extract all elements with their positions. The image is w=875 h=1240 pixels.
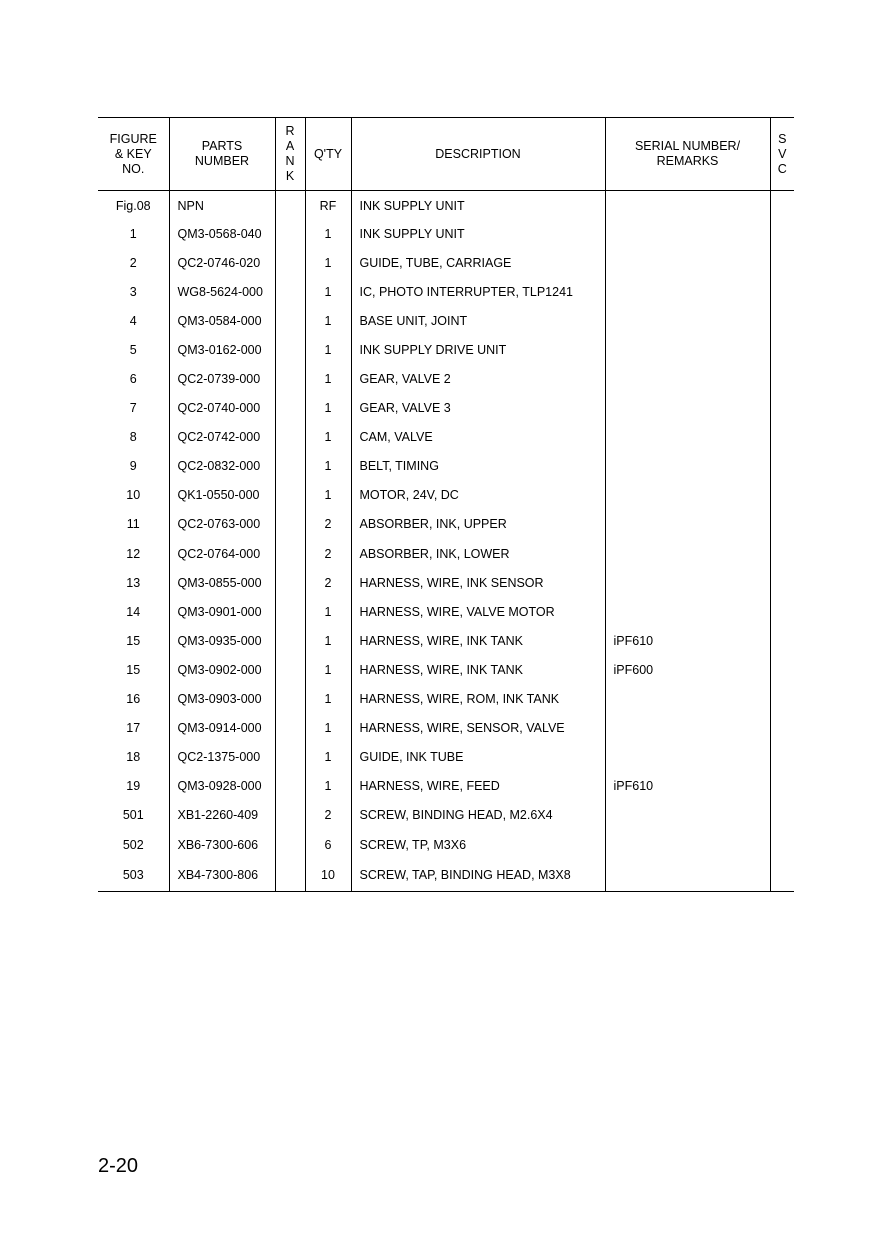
figure-key-cell: 5 xyxy=(129,342,137,357)
svc-cell xyxy=(770,743,794,772)
table-row xyxy=(98,772,794,801)
remarks-cell xyxy=(605,568,770,597)
table-row xyxy=(98,481,794,510)
rank-cell xyxy=(275,714,305,743)
figure-key-cell: 15 xyxy=(126,662,141,677)
figure-key-cell: 9 xyxy=(129,459,137,474)
figure-key-cell: 17 xyxy=(126,721,141,736)
figure-key-cell: 16 xyxy=(126,692,141,707)
rank-cell xyxy=(275,452,305,481)
header-text: N xyxy=(285,154,295,168)
remarks-cell xyxy=(605,597,770,626)
header-text: R xyxy=(285,124,295,138)
svc-cell xyxy=(770,510,794,539)
table-row xyxy=(98,539,794,568)
qty-cell: 10 xyxy=(305,859,351,892)
remarks-cell xyxy=(605,452,770,481)
figure-key-cell: 18 xyxy=(126,750,141,765)
remarks-cell: iPF610 xyxy=(605,626,770,655)
rank-cell xyxy=(275,191,305,220)
part-number-cell: QC2-1375-000 xyxy=(169,743,275,772)
figure-key-cell: 12 xyxy=(126,546,141,561)
rank-cell xyxy=(275,306,305,335)
description-cell: IC, PHOTO INTERRUPTER, TLP1241 xyxy=(351,277,605,306)
svc-cell xyxy=(770,859,794,892)
part-number-cell: QM3-0162-000 xyxy=(169,335,275,364)
header-text: SERIAL NUMBER/ xyxy=(634,139,741,153)
table-header xyxy=(98,118,794,191)
rank-cell xyxy=(275,394,305,423)
rank-cell xyxy=(275,568,305,597)
table-row xyxy=(98,510,794,539)
part-number-cell: QM3-0935-000 xyxy=(169,626,275,655)
part-number-cell: QC2-0740-000 xyxy=(169,394,275,423)
page-number: 2-20 xyxy=(98,1155,139,1177)
figure-key-cell: 2 xyxy=(129,255,137,270)
description-cell: HARNESS, WIRE, VALVE MOTOR xyxy=(351,597,605,626)
rank-cell xyxy=(275,772,305,801)
table-row xyxy=(98,830,794,859)
qty-cell: 1 xyxy=(305,481,351,510)
rank-cell xyxy=(275,248,305,277)
rank-cell xyxy=(275,364,305,393)
qty-cell: 1 xyxy=(305,714,351,743)
description-cell: HARNESS, WIRE, FEED xyxy=(351,772,605,801)
remarks-cell xyxy=(605,364,770,393)
qty-cell: 2 xyxy=(305,568,351,597)
qty-cell: 1 xyxy=(305,743,351,772)
description-cell: MOTOR, 24V, DC xyxy=(351,481,605,510)
header-row xyxy=(98,118,794,191)
header-text: K xyxy=(285,169,295,183)
description-cell: BELT, TIMING xyxy=(351,452,605,481)
figure-key-cell: 501 xyxy=(122,808,144,823)
header-svc xyxy=(770,118,794,191)
svc-cell xyxy=(770,801,794,830)
svc-cell xyxy=(770,394,794,423)
rank-cell xyxy=(275,423,305,452)
remarks-cell xyxy=(605,859,770,892)
description-cell: INK SUPPLY UNIT xyxy=(351,219,605,248)
description-cell: SCREW, TAP, BINDING HEAD, M3X8 xyxy=(351,859,605,892)
header-text: & KEY xyxy=(114,146,152,161)
figure-key-cell: 502 xyxy=(122,837,144,852)
rank-cell xyxy=(275,626,305,655)
description-cell: HARNESS, WIRE, INK SENSOR xyxy=(351,568,605,597)
part-number-cell: QC2-0746-020 xyxy=(169,248,275,277)
parts-table xyxy=(98,117,794,892)
figure-key-cell: 1 xyxy=(129,226,137,241)
remarks-cell xyxy=(605,801,770,830)
figure-key-cell: 4 xyxy=(129,313,137,328)
rank-cell xyxy=(275,685,305,714)
header-serial-remarks xyxy=(605,118,770,191)
table-row xyxy=(98,423,794,452)
svc-cell xyxy=(770,364,794,393)
description-cell: HARNESS, WIRE, ROM, INK TANK xyxy=(351,685,605,714)
remarks-cell xyxy=(605,191,770,220)
qty-cell: 1 xyxy=(305,394,351,423)
table-row xyxy=(98,335,794,364)
header-text: S xyxy=(778,131,787,146)
header-text: PARTS xyxy=(201,139,243,153)
table-row xyxy=(98,685,794,714)
table-row xyxy=(98,568,794,597)
part-number-cell: QM3-0902-000 xyxy=(169,655,275,684)
qty-cell: 1 xyxy=(305,335,351,364)
svc-cell xyxy=(770,772,794,801)
part-number-cell: XB1-2260-409 xyxy=(169,801,275,830)
description-cell: SCREW, TP, M3X6 xyxy=(351,830,605,859)
table-row xyxy=(98,714,794,743)
table-row xyxy=(98,626,794,655)
remarks-cell xyxy=(605,685,770,714)
qty-cell: 1 xyxy=(305,597,351,626)
rank-cell xyxy=(275,481,305,510)
table-row xyxy=(98,801,794,830)
description-cell: GUIDE, TUBE, CARRIAGE xyxy=(351,248,605,277)
figure-key-cell: 14 xyxy=(126,604,141,619)
table-row xyxy=(98,859,794,892)
table-row xyxy=(98,743,794,772)
figure-key-cell: 6 xyxy=(129,372,137,387)
table-row xyxy=(98,452,794,481)
description-cell: GEAR, VALVE 2 xyxy=(351,364,605,393)
header-description: DESCRIPTION xyxy=(351,118,605,191)
part-number-cell: QK1-0550-000 xyxy=(169,481,275,510)
header-text: FIGURE xyxy=(109,131,157,146)
table-row xyxy=(98,655,794,684)
qty-cell: 6 xyxy=(305,830,351,859)
remarks-cell xyxy=(605,743,770,772)
part-number-cell: QM3-0903-000 xyxy=(169,685,275,714)
remarks-cell xyxy=(605,830,770,859)
header-text: A xyxy=(285,139,295,153)
rank-cell xyxy=(275,219,305,248)
part-number-cell: QC2-0832-000 xyxy=(169,452,275,481)
qty-cell: 1 xyxy=(305,655,351,684)
description-cell: HARNESS, WIRE, INK TANK xyxy=(351,655,605,684)
qty-cell: 1 xyxy=(305,626,351,655)
header-text: REMARKS xyxy=(656,154,719,168)
table-row xyxy=(98,277,794,306)
figure-key-cell: 503 xyxy=(98,859,169,892)
qty-cell: 1 xyxy=(305,685,351,714)
description-cell: HARNESS, WIRE, SENSOR, VALVE xyxy=(351,714,605,743)
table-row xyxy=(98,306,794,335)
svc-cell xyxy=(770,248,794,277)
svc-cell xyxy=(770,277,794,306)
table-row xyxy=(98,597,794,626)
svc-cell xyxy=(770,481,794,510)
remarks-cell xyxy=(605,219,770,248)
svc-cell xyxy=(770,306,794,335)
part-number-cell: QM3-0568-040 xyxy=(169,219,275,248)
remarks-cell xyxy=(605,510,770,539)
rank-cell xyxy=(275,510,305,539)
qty-cell: 2 xyxy=(305,801,351,830)
rank-cell xyxy=(275,597,305,626)
description-cell: BASE UNIT, JOINT xyxy=(351,306,605,335)
header-text: C xyxy=(777,161,787,176)
qty-cell: 1 xyxy=(305,772,351,801)
remarks-cell xyxy=(605,306,770,335)
svc-cell xyxy=(770,539,794,568)
description-cell: INK SUPPLY UNIT xyxy=(351,191,605,220)
svc-cell xyxy=(770,714,794,743)
svc-cell xyxy=(770,335,794,364)
qty-cell: 1 xyxy=(305,248,351,277)
figure-key-cell: 8 xyxy=(129,430,137,445)
remarks-cell xyxy=(605,277,770,306)
description-cell: ABSORBER, INK, UPPER xyxy=(351,510,605,539)
header-text: NUMBER xyxy=(194,154,250,168)
part-number-cell: QC2-0739-000 xyxy=(169,364,275,393)
svc-cell xyxy=(770,568,794,597)
remarks-cell xyxy=(605,481,770,510)
part-number-cell: XB6-7300-606 xyxy=(169,830,275,859)
rank-cell xyxy=(275,830,305,859)
remarks-cell xyxy=(605,423,770,452)
qty-cell: RF xyxy=(305,191,351,220)
qty-cell: 1 xyxy=(305,306,351,335)
qty-cell: 1 xyxy=(305,277,351,306)
description-cell: SCREW, BINDING HEAD, M2.6X4 xyxy=(351,801,605,830)
description-cell: HARNESS, WIRE, INK TANK xyxy=(351,626,605,655)
rank-cell xyxy=(275,655,305,684)
svc-cell xyxy=(770,685,794,714)
figure-key-cell: 10 xyxy=(126,488,141,503)
qty-cell: 1 xyxy=(305,219,351,248)
table-row xyxy=(98,219,794,248)
header-text: NO. xyxy=(122,161,145,176)
qty-cell: 1 xyxy=(305,364,351,393)
table-row xyxy=(98,364,794,393)
description-cell: ABSORBER, INK, LOWER xyxy=(351,539,605,568)
svc-cell xyxy=(770,626,794,655)
part-number-cell: QM3-0855-000 xyxy=(169,568,275,597)
figure-key-cell: 11 xyxy=(126,517,140,532)
figure-key-cell: Fig.08 xyxy=(115,199,151,213)
header-qty: Q'TY xyxy=(305,118,351,191)
description-cell: GEAR, VALVE 3 xyxy=(351,394,605,423)
qty-cell: 1 xyxy=(305,452,351,481)
table-row xyxy=(98,394,794,423)
remarks-cell: iPF610 xyxy=(605,772,770,801)
remarks-cell xyxy=(605,539,770,568)
rank-cell xyxy=(275,277,305,306)
rank-cell xyxy=(275,335,305,364)
remarks-cell: iPF600 xyxy=(605,655,770,684)
remarks-cell xyxy=(605,714,770,743)
svc-cell xyxy=(770,219,794,248)
table-body xyxy=(98,191,794,892)
description-cell: GUIDE, INK TUBE xyxy=(351,743,605,772)
remarks-cell xyxy=(605,394,770,423)
figure-key-cell: 19 xyxy=(126,779,141,794)
qty-cell: 2 xyxy=(305,539,351,568)
svc-cell xyxy=(770,597,794,626)
part-number-cell: XB4-7300-806 xyxy=(169,859,275,892)
part-number-cell: QM3-0928-000 xyxy=(169,772,275,801)
header-figure-key xyxy=(98,118,169,191)
qty-cell: 1 xyxy=(305,423,351,452)
header-rank xyxy=(275,118,305,191)
svc-cell xyxy=(770,655,794,684)
part-number-cell: QM3-0584-000 xyxy=(169,306,275,335)
svc-cell xyxy=(770,830,794,859)
remarks-cell xyxy=(605,335,770,364)
header-text: V xyxy=(778,146,787,161)
figure-key-cell: 13 xyxy=(126,575,141,590)
rank-cell xyxy=(275,801,305,830)
qty-cell: 2 xyxy=(305,510,351,539)
remarks-cell xyxy=(605,248,770,277)
description-cell: CAM, VALVE xyxy=(351,423,605,452)
rank-cell xyxy=(275,743,305,772)
rank-cell xyxy=(275,859,305,892)
figure-key-cell: 3 xyxy=(129,284,137,299)
part-number-cell: QC2-0742-000 xyxy=(169,423,275,452)
part-number-cell: WG8-5624-000 xyxy=(169,277,275,306)
figure-key-cell: 15 xyxy=(126,633,141,648)
part-number-cell: QC2-0764-000 xyxy=(169,539,275,568)
figure-key-cell: 7 xyxy=(129,401,137,416)
header-parts-number xyxy=(169,118,275,191)
svc-cell xyxy=(770,452,794,481)
table-row xyxy=(98,248,794,277)
part-number-cell: QC2-0763-000 xyxy=(169,510,275,539)
part-number-cell: NPN xyxy=(169,191,275,220)
description-cell: INK SUPPLY DRIVE UNIT xyxy=(351,335,605,364)
rank-cell xyxy=(275,539,305,568)
table-row xyxy=(98,191,794,220)
svc-cell xyxy=(770,423,794,452)
part-number-cell: QM3-0914-000 xyxy=(169,714,275,743)
part-number-cell: QM3-0901-000 xyxy=(169,597,275,626)
svc-cell xyxy=(770,191,794,220)
